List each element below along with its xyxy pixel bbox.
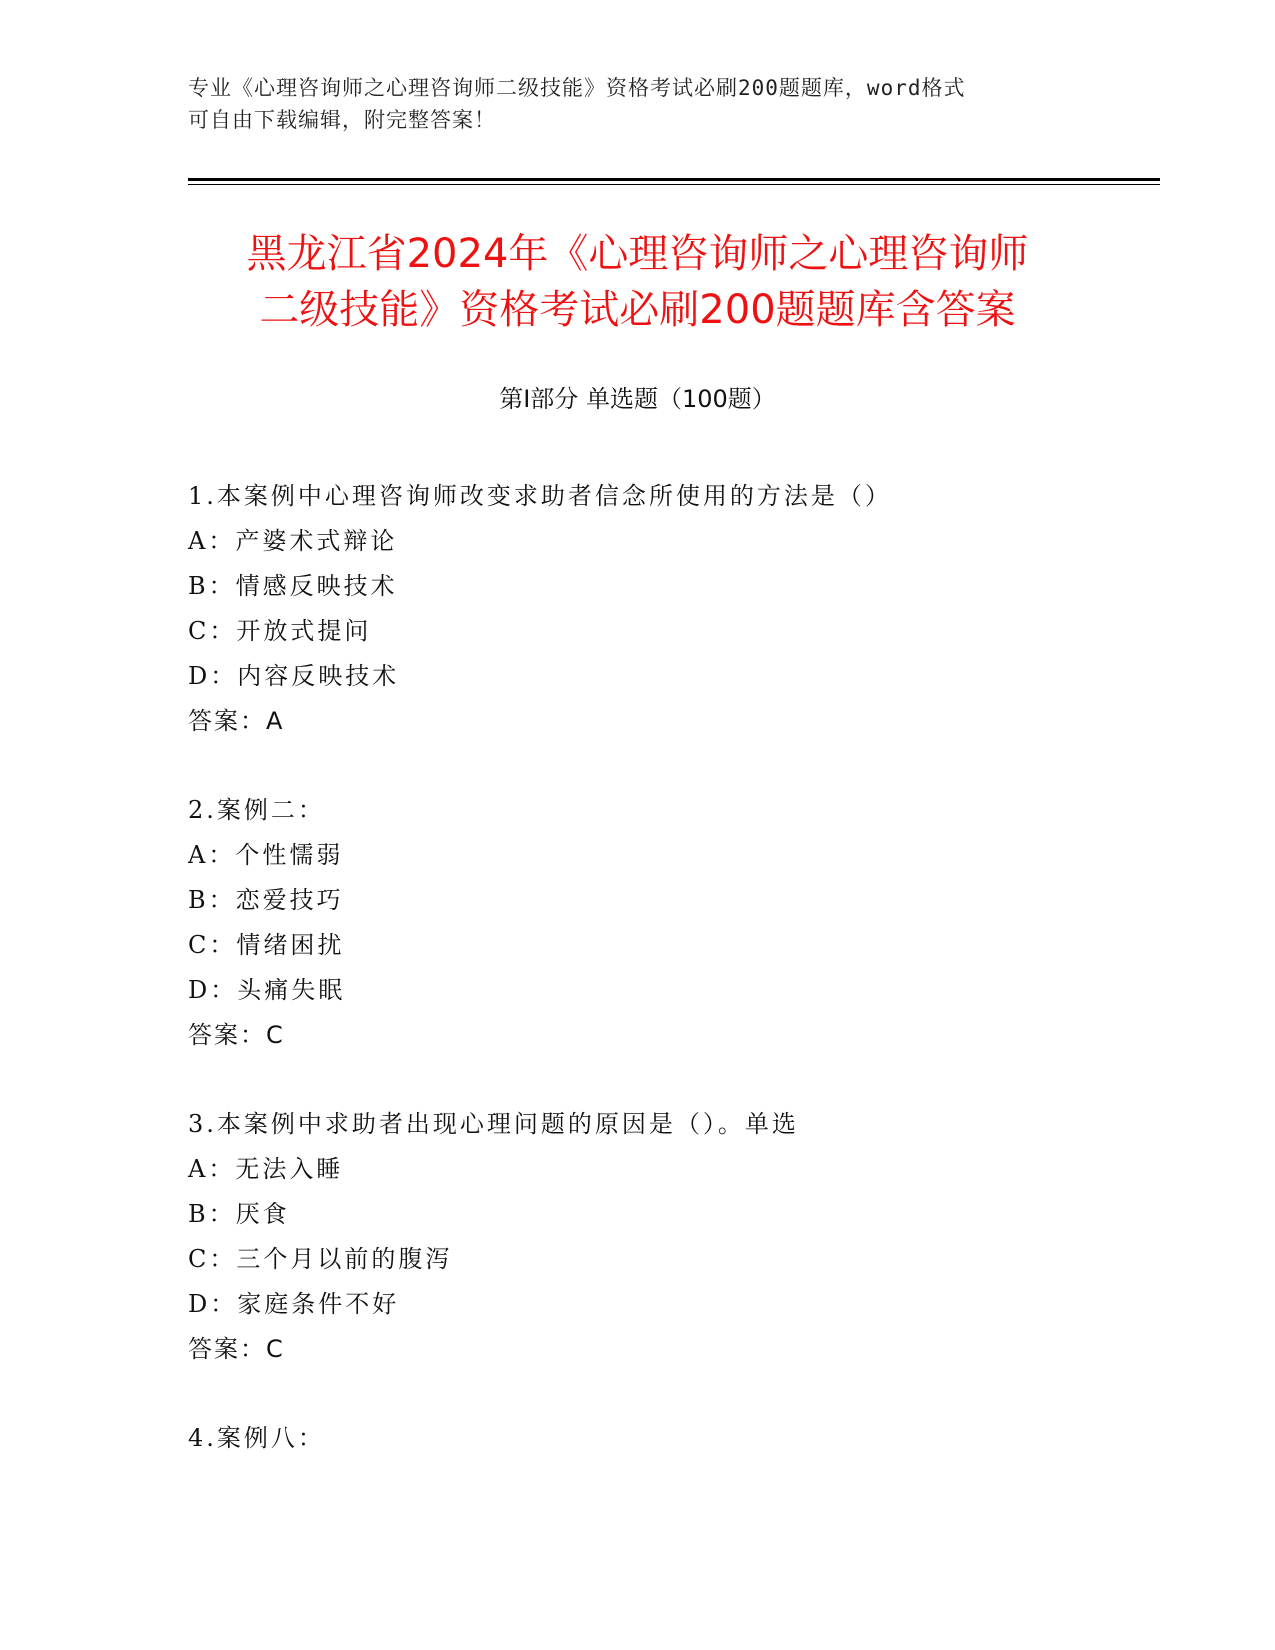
question-stem: 4.案例八： xyxy=(188,1424,325,1452)
option-c: C：三个月以前的腹泻 xyxy=(188,1245,453,1273)
option-c: C：开放式提问 xyxy=(188,617,372,645)
document-title-line-2: 二级技能》资格考试必刷200题题库含答案 xyxy=(259,287,1016,333)
header-note-line-1: 专业《心理咨询师之心理咨询师二级技能》资格考试必刷200题题库，word格式 xyxy=(188,76,966,100)
option-a: A：无法入睡 xyxy=(188,1155,344,1183)
question-2 xyxy=(188,788,1148,1058)
option-d: D：家庭条件不好 xyxy=(188,1290,400,1318)
answer: 答案：C xyxy=(188,1335,285,1363)
option-b: B：厌食 xyxy=(188,1200,290,1228)
option-c: C：情绪困扰 xyxy=(188,931,345,959)
answer: 答案：C xyxy=(188,1021,285,1049)
question-stem: 3.本案例中求助者出现心理问题的原因是（）。单选 xyxy=(188,1110,799,1138)
document-title xyxy=(150,226,1125,338)
answer: 答案：A xyxy=(188,707,285,735)
header-divider-thick xyxy=(188,178,1160,181)
document-title-line-1: 黑龙江省2024年《心理咨询师之心理咨询师 xyxy=(246,231,1029,277)
option-b: B：恋爱技巧 xyxy=(188,886,344,914)
question-stem: 2.案例二： xyxy=(188,796,325,824)
question-list xyxy=(188,474,1148,1505)
section-heading: 第Ⅰ部分 单选题（100题） xyxy=(499,385,776,413)
question-3 xyxy=(188,1102,1148,1372)
question-4 xyxy=(188,1416,1148,1461)
header-note xyxy=(188,72,1088,136)
option-b: B：情感反映技术 xyxy=(188,572,398,600)
header-divider-thin xyxy=(188,184,1160,185)
question-stem: 1.本案例中心理咨询师改变求助者信念所使用的方法是（） xyxy=(188,482,892,510)
option-a: A：产婆术式辩论 xyxy=(188,527,398,555)
header-note-line-2: 可自由下载编辑，附完整答案！ xyxy=(188,108,496,132)
option-d: D：内容反映技术 xyxy=(188,662,400,690)
option-a: A：个性懦弱 xyxy=(188,841,344,869)
question-1 xyxy=(188,474,1148,744)
option-d: D：头痛失眠 xyxy=(188,976,346,1004)
